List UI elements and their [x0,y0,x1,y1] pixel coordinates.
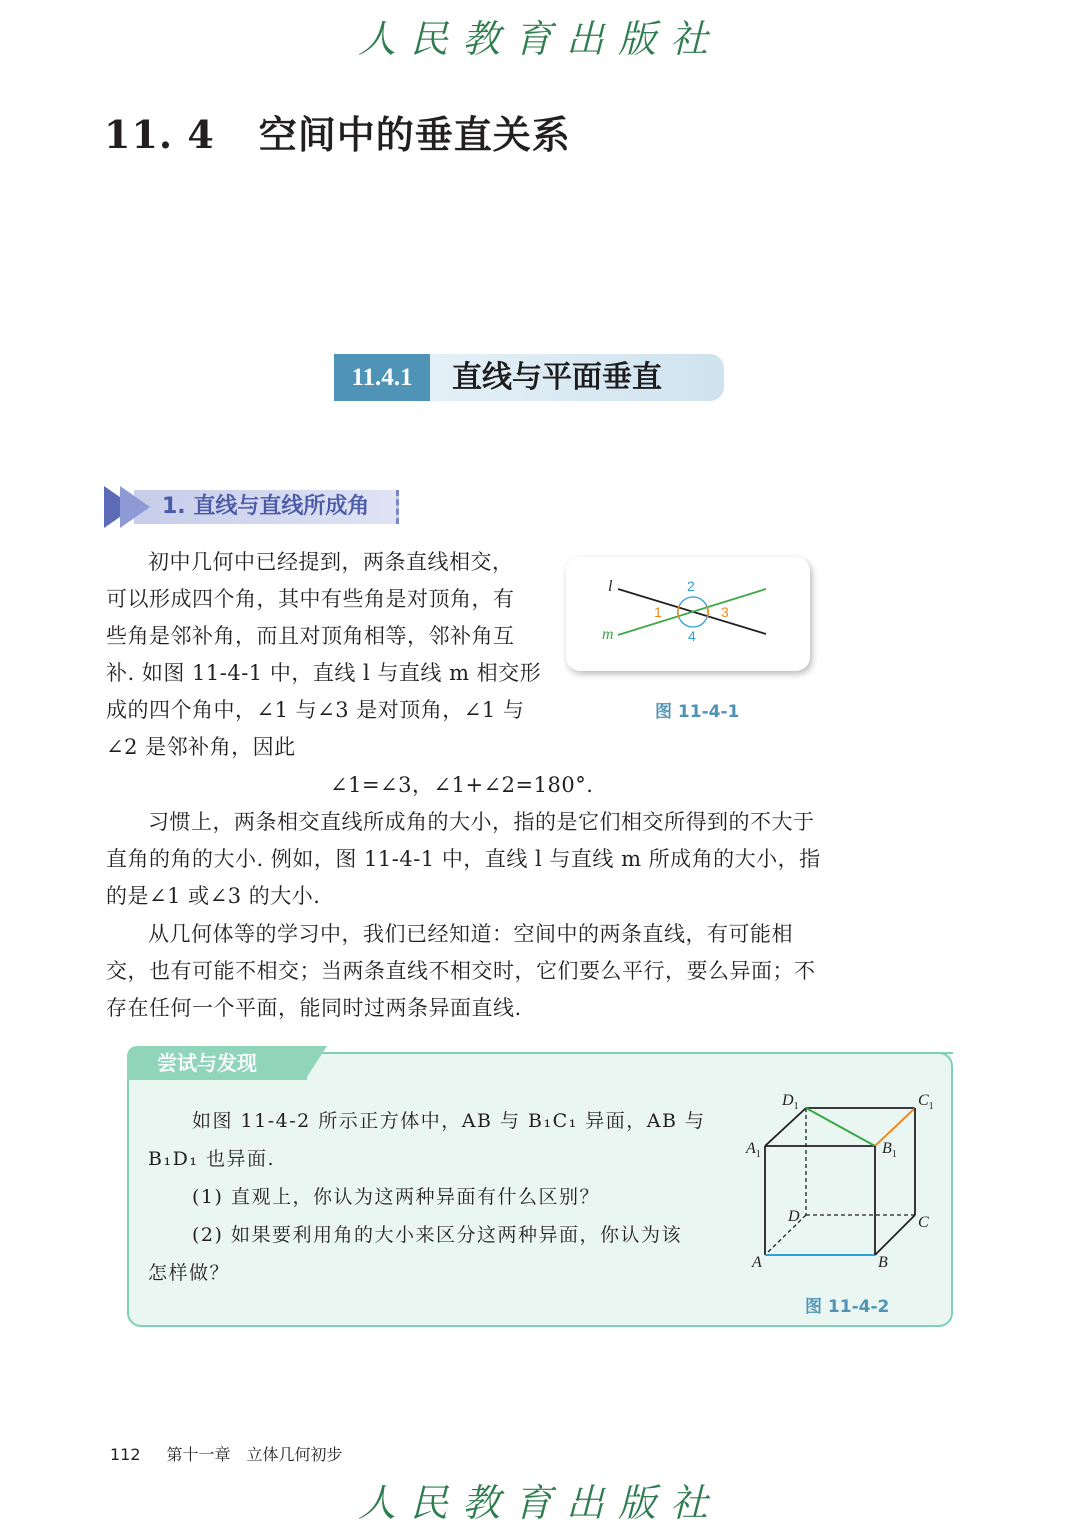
section-title [104,104,571,159]
label-B1: $B_1$ [882,1140,897,1160]
try-box-top-border [323,1052,953,1054]
try-line: (2) 如果要利用角的大小来区分这两种异面，你认为该 [192,1224,682,1246]
try-discover-tab [127,1046,323,1080]
label-D1: $D_1$ [782,1092,799,1112]
edge-B1C1 [875,1108,915,1146]
cube-diagram [740,1085,940,1275]
label-m: m [602,626,614,643]
para3-line: 存在任何一个平面，能同时过两条异面直线. [106,996,522,1020]
page-number: 112 [110,1445,141,1464]
subsection-number: 11.4.1 [334,354,430,401]
label-D: D [788,1208,800,1225]
intro-line: ∠2 是邻补角，因此 [106,735,296,759]
label-A: A [752,1254,762,1271]
equation: ∠1=∠3，∠1+∠2=180°. [330,773,594,797]
intro-paragraph [106,544,542,766]
angle-1-arc [678,606,679,618]
label-C1: $C_1$ [918,1092,934,1112]
try-tab-label: 尝试与发现 [157,1051,257,1075]
heading-tag [104,486,398,528]
intro-line: 些角是邻补角，而且对顶角相等，邻补角互 [106,624,515,648]
figure-11-4-2 [740,1085,940,1275]
page-footer [110,1442,343,1465]
intro-line: 补. 如图 11-4-1 中，直线 l 与直线 m 相交形 [106,661,542,685]
figure-11-4-1 [566,557,810,671]
angle-3-arc [707,606,708,618]
section-title-text: 空间中的垂直关系 [258,112,571,157]
try-line: 怎样做？ [148,1262,231,1284]
diagonal-B1D1 [806,1108,875,1146]
label-A1: $A_1$ [746,1140,761,1160]
paragraph-2 [106,804,836,915]
intersecting-lines-diagram [566,557,810,671]
label-l: l [608,578,613,595]
figure-2-caption: 图 11-4-2 [805,1297,890,1317]
edge-BC [875,1215,915,1255]
label-angle-1: 1 [654,604,662,620]
para3-line: 交，也有可能不相交；当两条直线不相交时，它们要么平行，要么异面；不 [106,959,816,983]
label-angle-4: 4 [688,628,696,644]
label-angle-3: 3 [721,604,729,620]
try-line: (1) 直观上，你认为这两种异面有什么区别？ [192,1186,600,1208]
intro-line: 初中几何中已经提到，两条直线相交， [148,550,514,574]
heading-text: 1. 直线与直线所成角 [162,494,370,519]
intro-line: 成的四个角中，∠1 与∠3 是对顶角，∠1 与 [106,698,525,722]
try-line: 如图 11-4-2 所示正方体中，AB 与 B₁C₁ 异面，AB 与 [192,1110,706,1132]
intro-line: 可以形成四个角，其中有些角是对顶角，有 [106,587,515,611]
edge-DA [765,1215,806,1255]
subsection-banner [334,354,724,401]
try-line: B₁D₁ 也异面. [148,1148,276,1170]
edge-A1D1 [765,1108,806,1146]
label-angle-2: 2 [687,578,695,594]
figure-1-caption: 图 11-4-1 [655,702,740,722]
subsection-title: 直线与平面垂直 [430,354,724,401]
para2-line: 习惯上，两条相交直线所成角的大小，指的是它们相交所得到的不大于 [148,810,815,834]
publisher-logo-bottom: 人民教育出版社 [357,1481,722,1525]
chapter-name: 第十一章 立体几何初步 [166,1445,343,1464]
label-B: B [878,1254,888,1271]
section-number: 11. 4 [104,112,215,157]
paragraph-3 [106,916,836,1027]
para2-line: 的是∠1 或∠3 的大小. [106,884,321,908]
para2-line: 直角的角的大小. 例如，图 11-4-1 中，直线 l 与直线 m 所成角的大小，指 [106,847,821,871]
para3-line: 从几何体等的学习中，我们已经知道：空间中的两条直线，有可能相 [148,922,793,946]
try-text [148,1102,728,1292]
publisher-logo-top: 人民教育出版社 [357,17,722,61]
label-C: C [918,1214,929,1231]
tab-slant [305,1046,327,1080]
heading-arrow-icon-2 [120,486,150,528]
